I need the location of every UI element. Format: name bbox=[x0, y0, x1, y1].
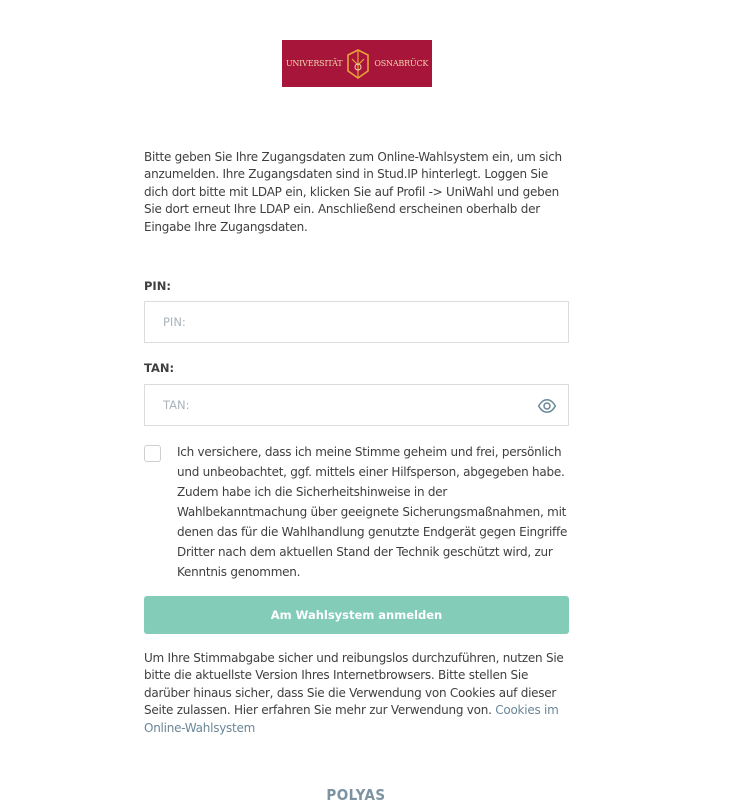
intro-text: Bitte geben Sie Ihre Zugangsdaten zum Online-Wahlsystem ein, um sich anzumelden. Ihre Zugangsdaten sind in Stud.IP hinterlegt. Loggen Sie dich dort bitte mit LDAP ein, klicken Sie auf Profil -> UniWahl und geben Sie dort erneut Ihre LDAP ein. Anschließend erscheinen oberhalb der Eingabe Ihre Zugangsdaten. bbox=[144, 150, 562, 234]
university-logo bbox=[282, 40, 432, 87]
tan-label: TAN: bbox=[144, 361, 175, 375]
eye-icon[interactable] bbox=[537, 396, 557, 416]
pin-field bbox=[144, 301, 569, 343]
logo-left-text: UNIVERSITÄT bbox=[285, 59, 343, 68]
tan-field bbox=[144, 384, 569, 426]
tan-input[interactable] bbox=[145, 385, 568, 425]
logo-right-text: OSNABRÜCK bbox=[374, 59, 429, 68]
notice-text: Um Ihre Stimmabgabe sicher und reibungslos durchzuführen, nutzen Sie bitte die aktuellste Version Ihres Internetbrowsers. Bitte stellen Sie darüber hinaus sicher, dass Sie die Verwendung von Cookies auf dieser Seite zulassen. Hier erfahren Sie mehr zur Verwendung von. bbox=[144, 651, 564, 718]
cookies-link[interactable]: Cookies im Online-Wahlsystem bbox=[144, 703, 559, 735]
polyas-logo: POLYAS bbox=[326, 786, 386, 804]
consent-text: Ich versichere, dass ich meine Stimme geheim und frei, persönlich und unbeobachtet, ggf. mittels einer Hilfsperson, abgegeben habe. Zudem habe ich die Sicherheitshinweise in der Wahlbekanntmachung über geeignete Sicherungsmaßnahmen, mit denen das für die Wahlhandlung genutzte Endgerät gegen Eingriffe Dritter nach dem aktuellen Stand der Technik geschützt wird, zur Kenntnis genommen. bbox=[177, 445, 568, 579]
consent-checkbox[interactable] bbox=[144, 445, 161, 462]
browser-notice bbox=[144, 650, 574, 737]
login-button[interactable]: Am Wahlsystem anmelden bbox=[144, 596, 569, 634]
pin-label: PIN: bbox=[144, 279, 171, 293]
pin-input[interactable] bbox=[145, 302, 568, 342]
crest-icon bbox=[345, 47, 371, 81]
